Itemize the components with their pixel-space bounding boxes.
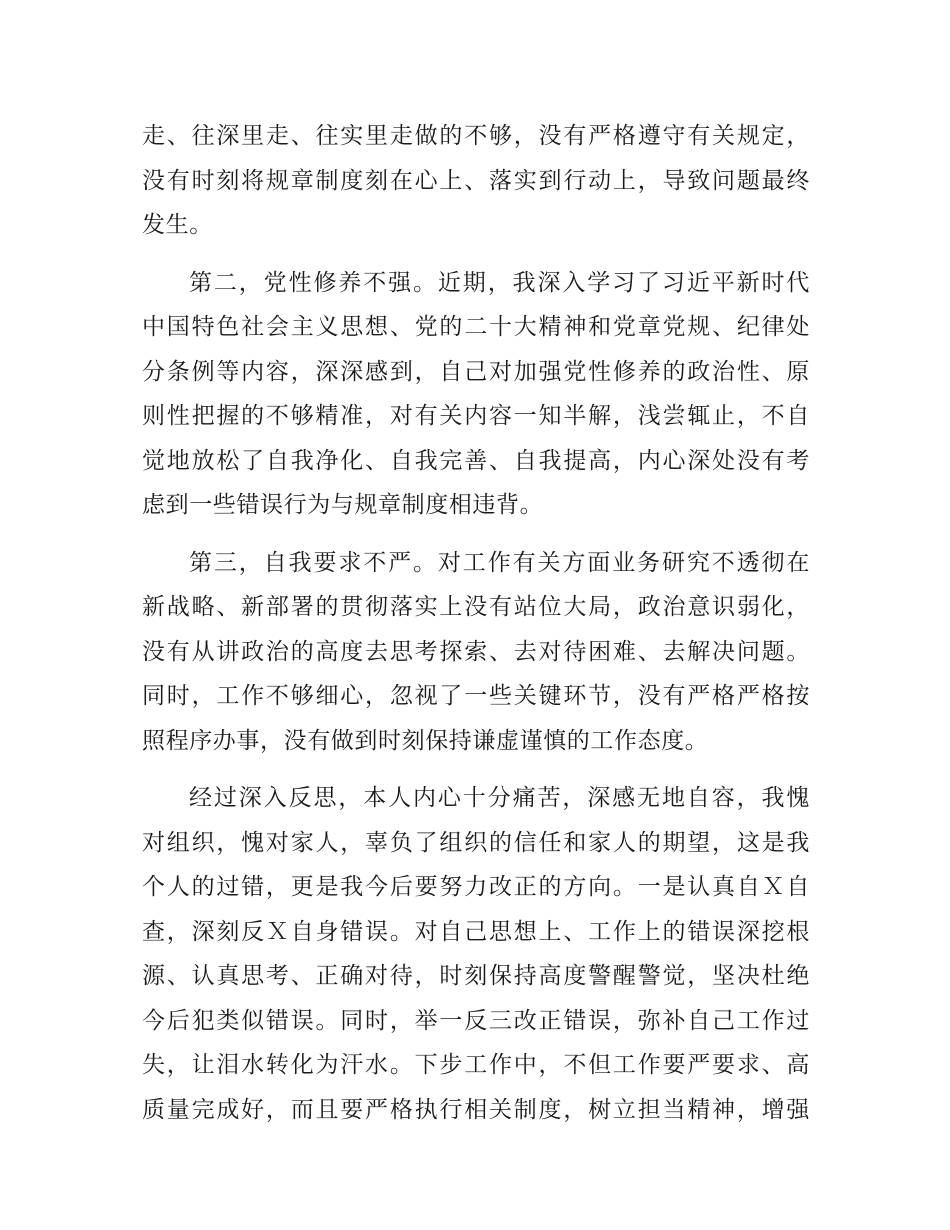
text-line: 对组织，愧对家人，辜负了组织的信任和家人的期望，这是我 [142, 829, 810, 856]
paragraph-self-discipline [142, 541, 810, 764]
text-line: 今后犯类似错误。同时，举一反三改正错误，弥补自己工作过 [142, 1007, 810, 1034]
text-line: 经过深入反思，本人内心十分痛苦，深感无地自容，我愧 [189, 785, 810, 811]
text-line: 虑到一些错误行为与规章制度相违背。 [142, 492, 544, 518]
text-line: 觉地放松了自我净化、自我完善、自我提高，内心深处没有考 [142, 447, 810, 474]
document-body [142, 114, 810, 1145]
text-line: 照程序办事，没有做到时刻保持谦虚谨慎的工作态度。 [142, 727, 709, 754]
paragraph-party-spirit [142, 261, 810, 528]
text-line: 个人的过错，更是我今后要努力改正的方向。一是认真自Ｘ自 [142, 874, 810, 900]
paragraph-1-continuation [142, 114, 810, 248]
text-line: 失，让泪水转化为汗水。下步工作中，不但工作要严要求、高 [142, 1052, 810, 1078]
text-line: 没有时刻将规章制度刻在心上、落实到行动上，导致问题最终 [142, 167, 810, 194]
text-line: 中国特色社会主义思想、党的二十大精神和党章党规、纪律处 [142, 314, 810, 340]
text-line: 走、往深里走、往实里走做的不够，没有严格遵守有关规定， [142, 123, 810, 149]
text-line: 发生。 [142, 212, 213, 238]
text-line: 质量完成好，而且要严格执行相关制度，树立担当精神，增强 [142, 1096, 810, 1123]
text-line: 同时，工作不够细心，忽视了一些关键环节，没有严格严格按 [142, 683, 810, 709]
text-line: 则性把握的不够精准，对有关内容一知半解，浅尝辄止，不自 [142, 403, 810, 429]
text-line: 分条例等内容，深深感到，自己对加强党性修养的政治性、原 [142, 358, 810, 385]
text-line: 查，深刻反Ｘ自身错误。对自己思想上、工作上的错误深挖根 [142, 918, 810, 945]
paragraph-reflection [142, 776, 810, 1132]
text-line: 没有从讲政治的高度去思考探索、去对待困难、去解决问题。 [142, 638, 810, 665]
text-line: 第二，党性修养不强。近期，我深入学习了习近平新时代 [189, 269, 810, 296]
text-line: 新战略、新部署的贯彻落实上没有站位大局，政治意识弱化， [142, 594, 810, 620]
text-line: 第三，自我要求不严。对工作有关方面业务研究不透彻在 [189, 549, 810, 576]
text-line: 源、认真思考、正确对待，时刻保持高度警醒警觉，坚决杜绝 [142, 963, 810, 989]
